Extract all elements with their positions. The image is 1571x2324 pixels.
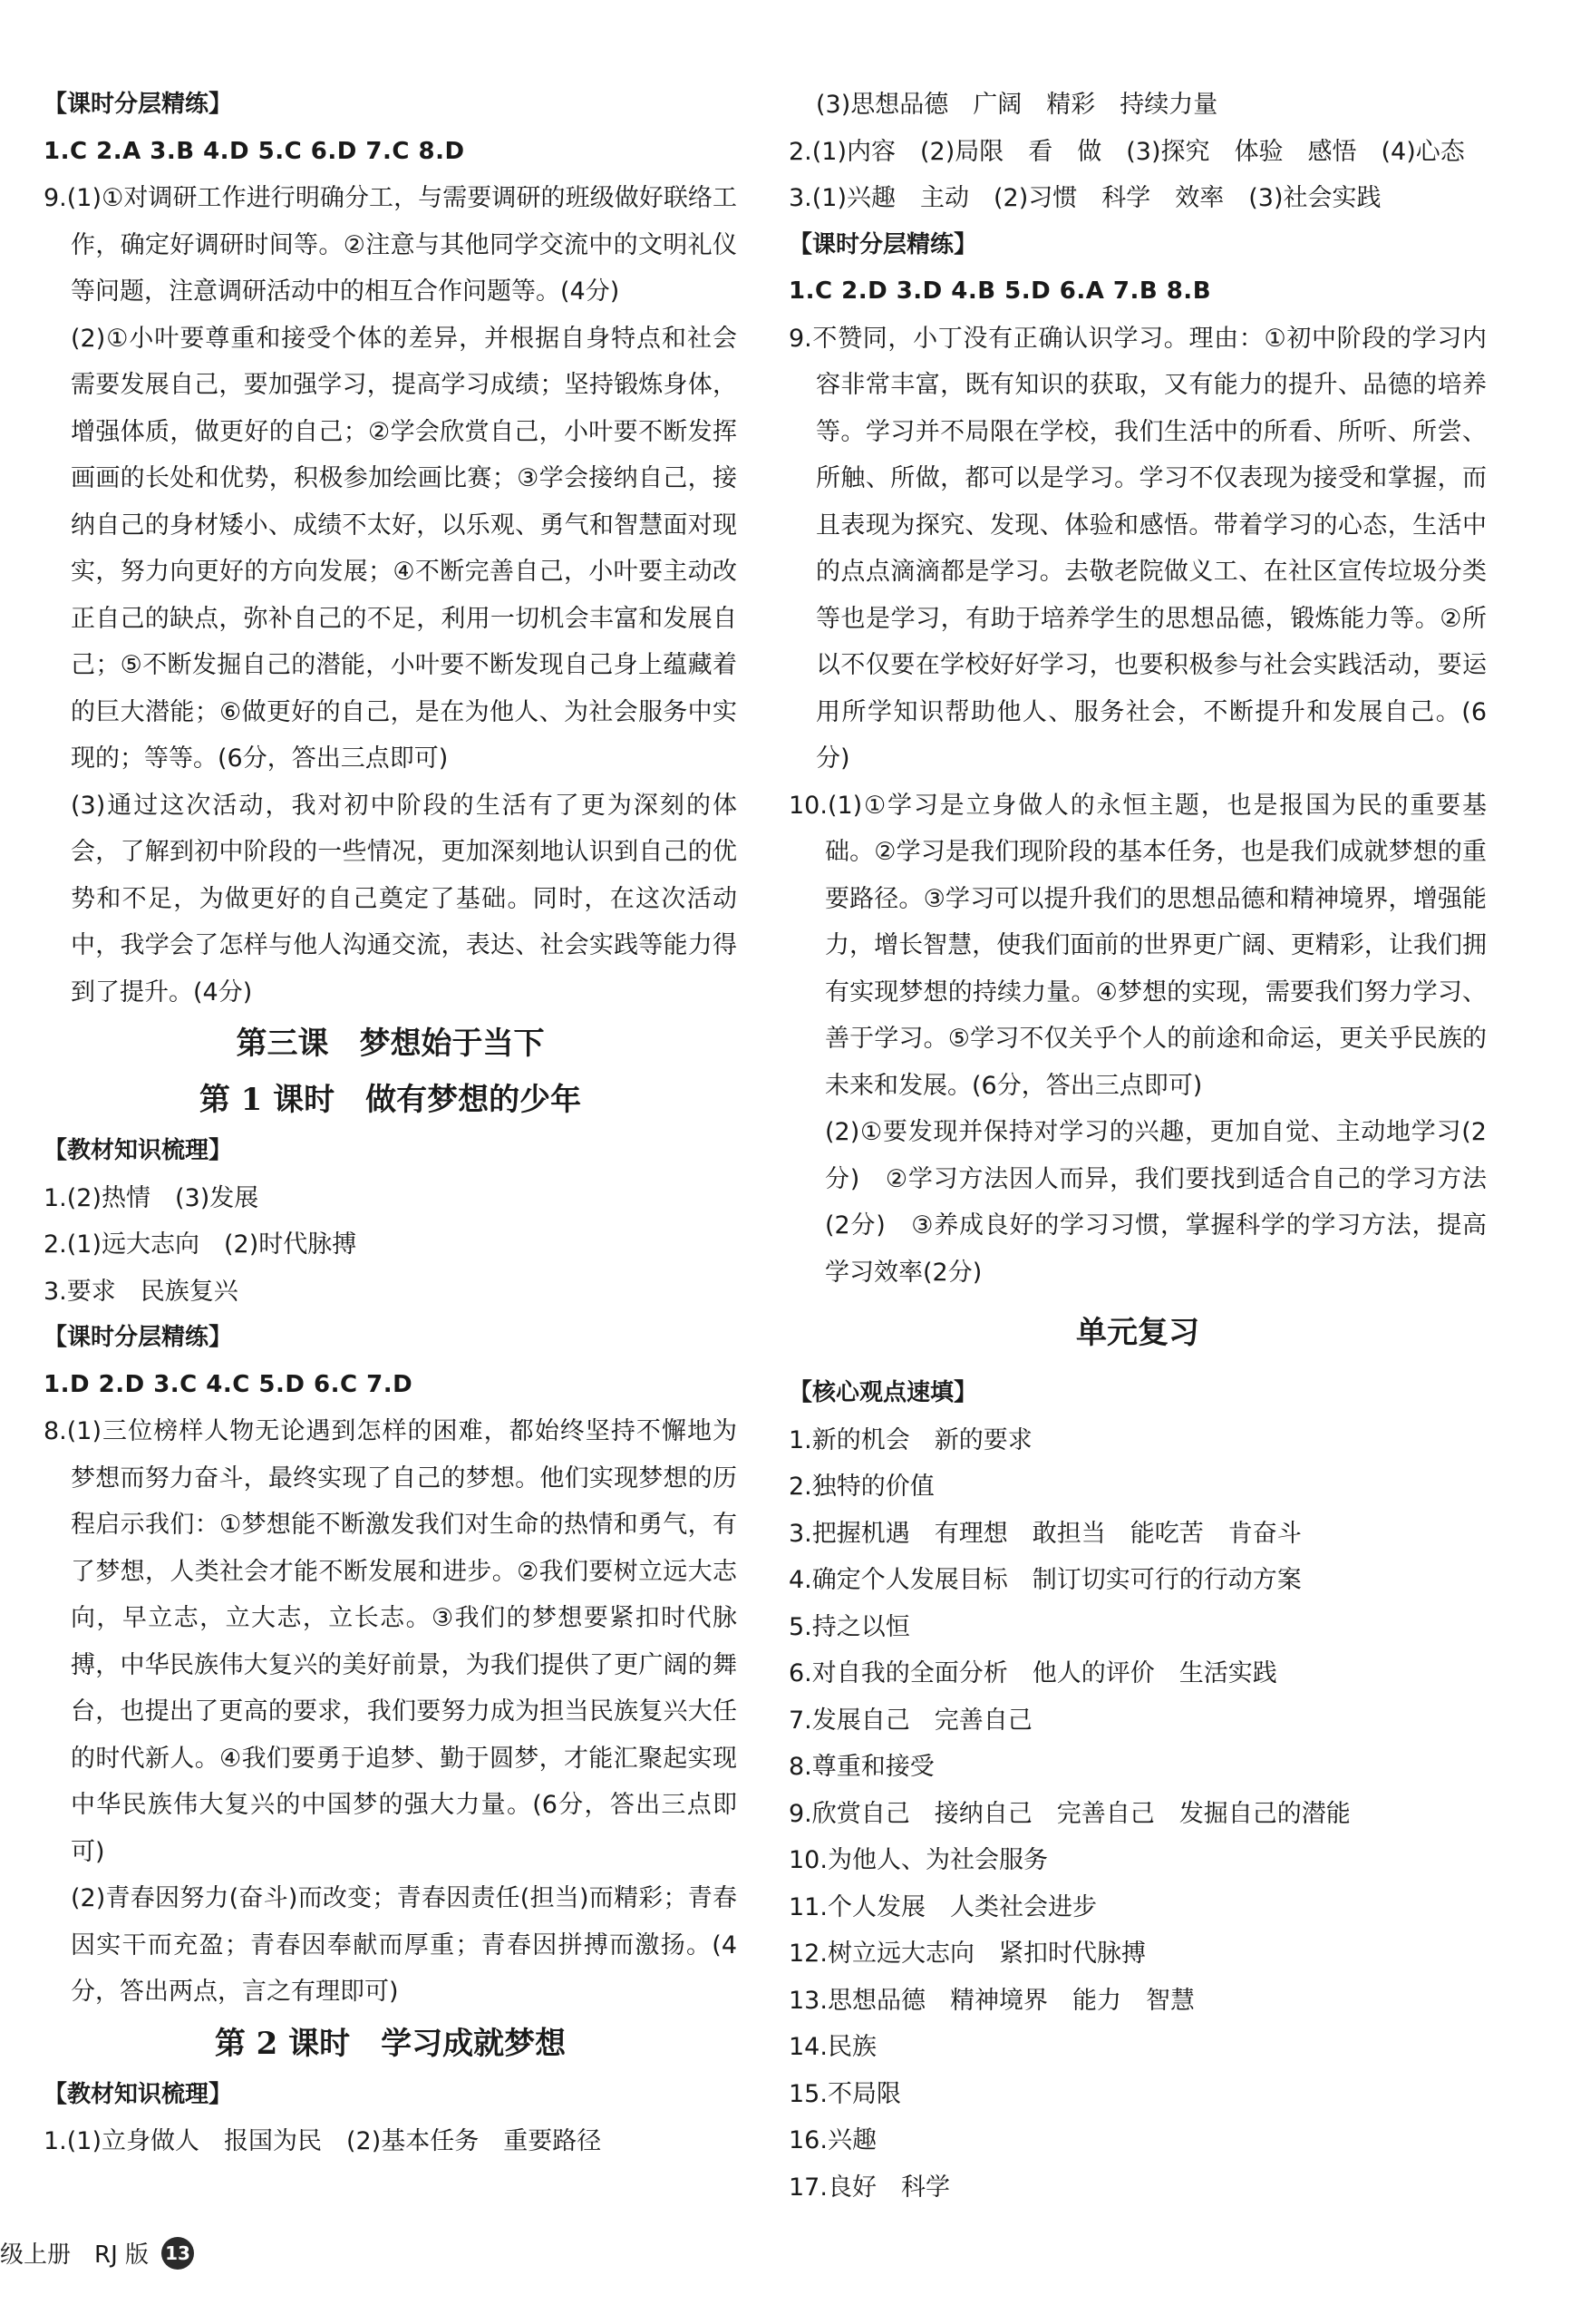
section-header: 【教材知识梳理】 (44, 1137, 233, 1164)
answer-line: 1.(2)热情 (3)发展 (44, 1183, 259, 1212)
answer-line: 2.(1)内容 (2)局限 看 做 (3)探究 体验 感悟 (4)心态 (789, 137, 1465, 166)
left-column (44, 82, 737, 2165)
page-footer (0, 2236, 194, 2270)
page-number: 13 (161, 2237, 194, 2270)
mcq-answers: 1.D 2.D 3.C 4.C 5.D 6.C 7.D (44, 1370, 413, 1398)
review-item: 6.对自我的全面分析 他人的评价 生活实践 (789, 1659, 1277, 1687)
answer-paragraph: 9.(1)①对调研工作进行明确分工，与需要调研的班级做好联络工作，确定好调研时间等。②注意与其他同学交流中的文明礼仪等问题，注意调研活动中的相互合作问题等。(4分) (44, 184, 737, 306)
answer-paragraph: 9.不赞同，小丁没有正确认识学习。理由：①初中阶段的学习内容非常丰富，既有知识的获取，又有能力的提升、品德的培养等。学习并不局限在学校，我们生活中的所看、所听、所尝、所触、所做，都可以是学习。学习不仅表现为接受和掌握，而且表现为探究、发现、体验和感悟。带着学习的心态，生活中的点点滴滴都是学习。去敬老院做义工、在社区宣传垃圾分类等也是学习，有助于培养学生的思想品德，锻炼能力等。②所以不仅要在学校好好学习，也要积极参与社会实践活动，要运用所学知识帮助他人、服务社会，不断提升和发展自己。(6分) (789, 324, 1487, 773)
mcq-answers: 1.C 2.A 3.B 4.D 5.C 6.D 7.C 8.D (44, 137, 465, 165)
answer-paragraph: (3)通过这次活动，我对初中阶段的生活有了更为深刻的体会，了解到初中阶段的一些情况，更加深刻地认识到自己的优势和不足，为做更好的自己奠定了基础。同时，在这次活动中，我学会了怎样与他人沟通交流，表达、社会实践等能力得到了提升。(4分) (71, 791, 737, 1006)
answer-paragraph: (2)青春因努力(奋斗)而改变；青春因责任(担当)而精彩；青春因实干而充盈；青春因奉献而厚重；青春因拼搏而激扬。(4分，答出两点，言之有理即可) (71, 1884, 737, 2006)
review-item: 5.持之以恒 (789, 1612, 910, 1641)
review-item: 14.民族 (789, 2033, 877, 2061)
review-item: 4.确定个人发展目标 制订切实可行的行动方案 (789, 1566, 1302, 1594)
period-title: 第 2 课时 学习成就梦想 (214, 2025, 567, 2062)
review-list (789, 1417, 1487, 2212)
answer-line: (3)思想品德 广阔 精彩 持续力量 (816, 91, 1218, 119)
review-item: 16.兴趣 (789, 2126, 877, 2154)
review-item: 1.新的机会 新的要求 (789, 1425, 1033, 1454)
answer-paragraph: 10.(1)①学习是立身做人的永恒主题，也是报国为民的重要基础。②学习是我们现阶段的基本任务，也是我们成就梦想的重要路径。③学习可以提升我们的思想品德和精神境界，增强能力，增长智慧，使我们面前的世界更广阔、更精彩，让我们拥有实现梦想的持续力量。④梦想的实现，需要我们努力学习、善于学习。⑤学习不仅关乎个人的前途和命运，更关乎民族的未来和发展。(6分，答出三点即可) (789, 791, 1487, 1100)
answer-line: 3.要求 民族复兴 (44, 1277, 238, 1306)
section-header: 【核心观点速填】 (789, 1379, 978, 1406)
answer-line: 2.(1)远大志向 (2)时代脉搏 (44, 1230, 357, 1259)
answer-paragraph: 8.(1)三位榜样人物无论遇到怎样的困难，都始终坚持不懈地为梦想而努力奋斗，最终实现了自己的梦想。他们实现梦想的历程启示我们：①梦想能不断激发我们对生命的热情和勇气，有了梦想，人类社会才能不断发展和进步。②我们要树立远大志向，早立志，立大志，立长志。③我们的梦想要紧扣时代脉搏，中华民族伟大复兴的美好前景，为我们提供了更广阔的舞台，也提出了更高的要求，我们要努力成为担当民族复兴大任的时代新人。④我们要勇于追梦、勤于圆梦，才能汇聚起实现中华民族伟大复兴的中国梦的强大力量。(6分，答出三点即可) (44, 1417, 737, 1866)
review-item: 8.尊重和接受 (789, 1753, 935, 1781)
section-header: 【课时分层精练】 (44, 1324, 233, 1351)
answer-line: 1.(1)立身做人 报国为民 (2)基本任务 重要路径 (44, 2127, 602, 2155)
review-item: 15.不局限 (789, 2079, 901, 2108)
review-item: 17.良好 科学 (789, 2173, 950, 2202)
right-column (789, 82, 1487, 2211)
answer-line: 3.(1)兴趣 主动 (2)习惯 科学 效率 (3)社会实践 (789, 184, 1382, 212)
answer-paragraph: (2)①要发现并保持对学习的兴趣，更加自觉、主动地学习(2分) ②学习方法因人而异，我们要找到适合自己的学习方法(2分) ③养成良好的学习习惯，掌握科学的学习方法，提高学习效率(2分) (825, 1118, 1487, 1287)
review-item: 12.树立远大志向 紧扣时代脉搏 (789, 1940, 1146, 1968)
lesson-title: 第三课 梦想始于当下 (236, 1026, 545, 1062)
footer-text: 级上册 RJ 版 (0, 2241, 149, 2269)
review-item: 7.发展自己 完善自己 (789, 1706, 1033, 1735)
review-item: 11.个人发展 人类社会进步 (789, 1892, 1097, 1921)
section-header: 【教材知识梳理】 (44, 2080, 233, 2108)
review-item: 10.为他人、为社会服务 (789, 1846, 1048, 1874)
section-header: 【课时分层精练】 (44, 91, 233, 118)
review-item: 3.把握机遇 有理想 敢担当 能吃苦 肯奋斗 (789, 1519, 1302, 1548)
review-item: 9.欣赏自己 接纳自己 完善自己 发掘自己的潜能 (789, 1799, 1351, 1828)
unit-title: 单元复习 (1076, 1315, 1199, 1351)
period-title: 第 1 课时 做有梦想的少年 (199, 1082, 582, 1118)
answer-paragraph: (2)①小叶要尊重和接受个体的差异，并根据自身特点和社会需要发展自己，要加强学习，提高学习成绩；坚持锻炼身体，增强体质，做更好的自己；②学会欣赏自己，小叶要不断发挥画画的长处和优势，积极参加绘画比赛；③学会接纳自己，接纳自己的身材矮小、成绩不太好，以乐观、勇气和智慧面对现实，努力向更好的方向发展；④不断完善自己，小叶要主动改正自己的缺点，弥补自己的不足，利用一切机会丰富和发展自己；⑤不断发掘自己的潜能，小叶要不断发现自己身上蕴藏着的巨大潜能；⑥做更好的自己，是在为他人、为社会服务中实现的；等等。(6分，答出三点即可) (71, 324, 737, 773)
review-item: 2.独特的价值 (789, 1473, 935, 1501)
section-header: 【课时分层精练】 (789, 230, 978, 258)
review-item: 13.思想品德 精神境界 能力 智慧 (789, 1986, 1195, 2015)
mcq-answers: 1.C 2.D 3.D 4.B 5.D 6.A 7.B 8.B (789, 277, 1212, 305)
